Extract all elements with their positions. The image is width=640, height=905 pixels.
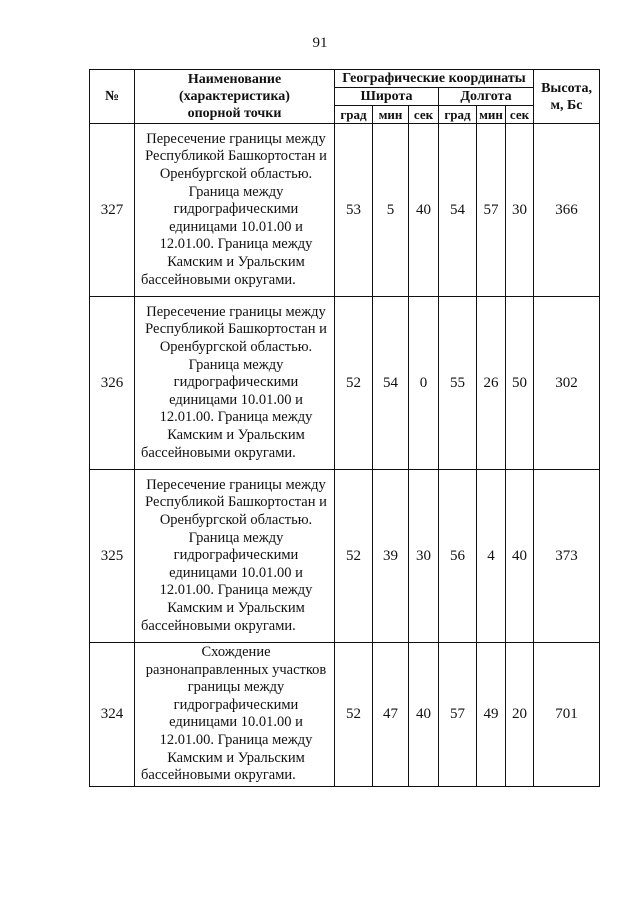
lon-deg: 55 [439,297,477,470]
point-name: Схождение разнонаправленных участков границы между гидрографическими единицами 10.01.00 и 12.01.00. Граница между Камским и Уральским бассейновыми округами. [135,643,335,787]
lon-deg: 56 [439,470,477,643]
lat-min: 5 [373,124,409,297]
lat-min: 39 [373,470,409,643]
row-number: 325 [90,470,135,643]
name-header-line1: Наименование [187,72,282,87]
lat-sec: 30 [409,470,439,643]
table-row [90,643,600,787]
lat-sec-header: сек [409,106,439,124]
coordinates-table [89,69,600,787]
height-value: 701 [534,643,600,787]
lat-deg: 52 [335,470,373,643]
lon-min-header: мин [477,106,506,124]
number-header: № [90,70,135,124]
lat-min: 54 [373,297,409,470]
height-value: 366 [534,124,600,297]
table-row [90,124,600,297]
table-row [90,470,600,643]
height-value: 302 [534,297,600,470]
name-header-line3: опорной точки [187,106,282,121]
height-value: 373 [534,470,600,643]
lon-deg-header: град [439,106,477,124]
name-header [135,70,335,124]
row-number: 327 [90,124,135,297]
table-row [90,297,600,470]
point-name: Пересечение границы между Республикой Башкортостан и Оренбургской областью. Граница между гидрографическими единицами 10.01.00 и 12.01.00. Граница между Камским и Уральским бассейновыми округами. [135,124,335,297]
point-name: Пересечение границы между Республикой Башкортостан и Оренбургской областью. Граница между гидрографическими единицами 10.01.00 и 12.01.00. Граница между Камским и Уральским бассейновыми округами. [135,297,335,470]
lon-min: 57 [477,124,506,297]
height-header: Высота, м, Бс [534,70,600,124]
lat-sec: 0 [409,297,439,470]
latitude-header: Широта [335,88,439,106]
lon-deg: 54 [439,124,477,297]
lon-sec-header: сек [506,106,534,124]
lat-sec: 40 [409,643,439,787]
lat-min: 47 [373,643,409,787]
lon-sec: 30 [506,124,534,297]
geo-coordinates-header: Географические координаты [335,70,534,88]
lat-deg: 52 [335,297,373,470]
longitude-header: Долгота [439,88,534,106]
lon-deg: 57 [439,643,477,787]
row-number: 326 [90,297,135,470]
lat-deg-header: град [335,106,373,124]
lat-deg: 53 [335,124,373,297]
lon-min: 4 [477,470,506,643]
name-header-line2: (характеристика) [179,89,290,104]
row-number: 324 [90,643,135,787]
lat-deg: 52 [335,643,373,787]
lon-sec: 20 [506,643,534,787]
lat-min-header: мин [373,106,409,124]
point-name: Пересечение границы между Республикой Башкортостан и Оренбургской областью. Граница между гидрографическими единицами 10.01.00 и 12.01.00. Граница между Камским и Уральским бассейновыми округами. [135,470,335,643]
lon-min: 49 [477,643,506,787]
lon-min: 26 [477,297,506,470]
page-number: 91 [312,35,328,51]
lat-sec: 40 [409,124,439,297]
lon-sec: 50 [506,297,534,470]
lon-sec: 40 [506,470,534,643]
